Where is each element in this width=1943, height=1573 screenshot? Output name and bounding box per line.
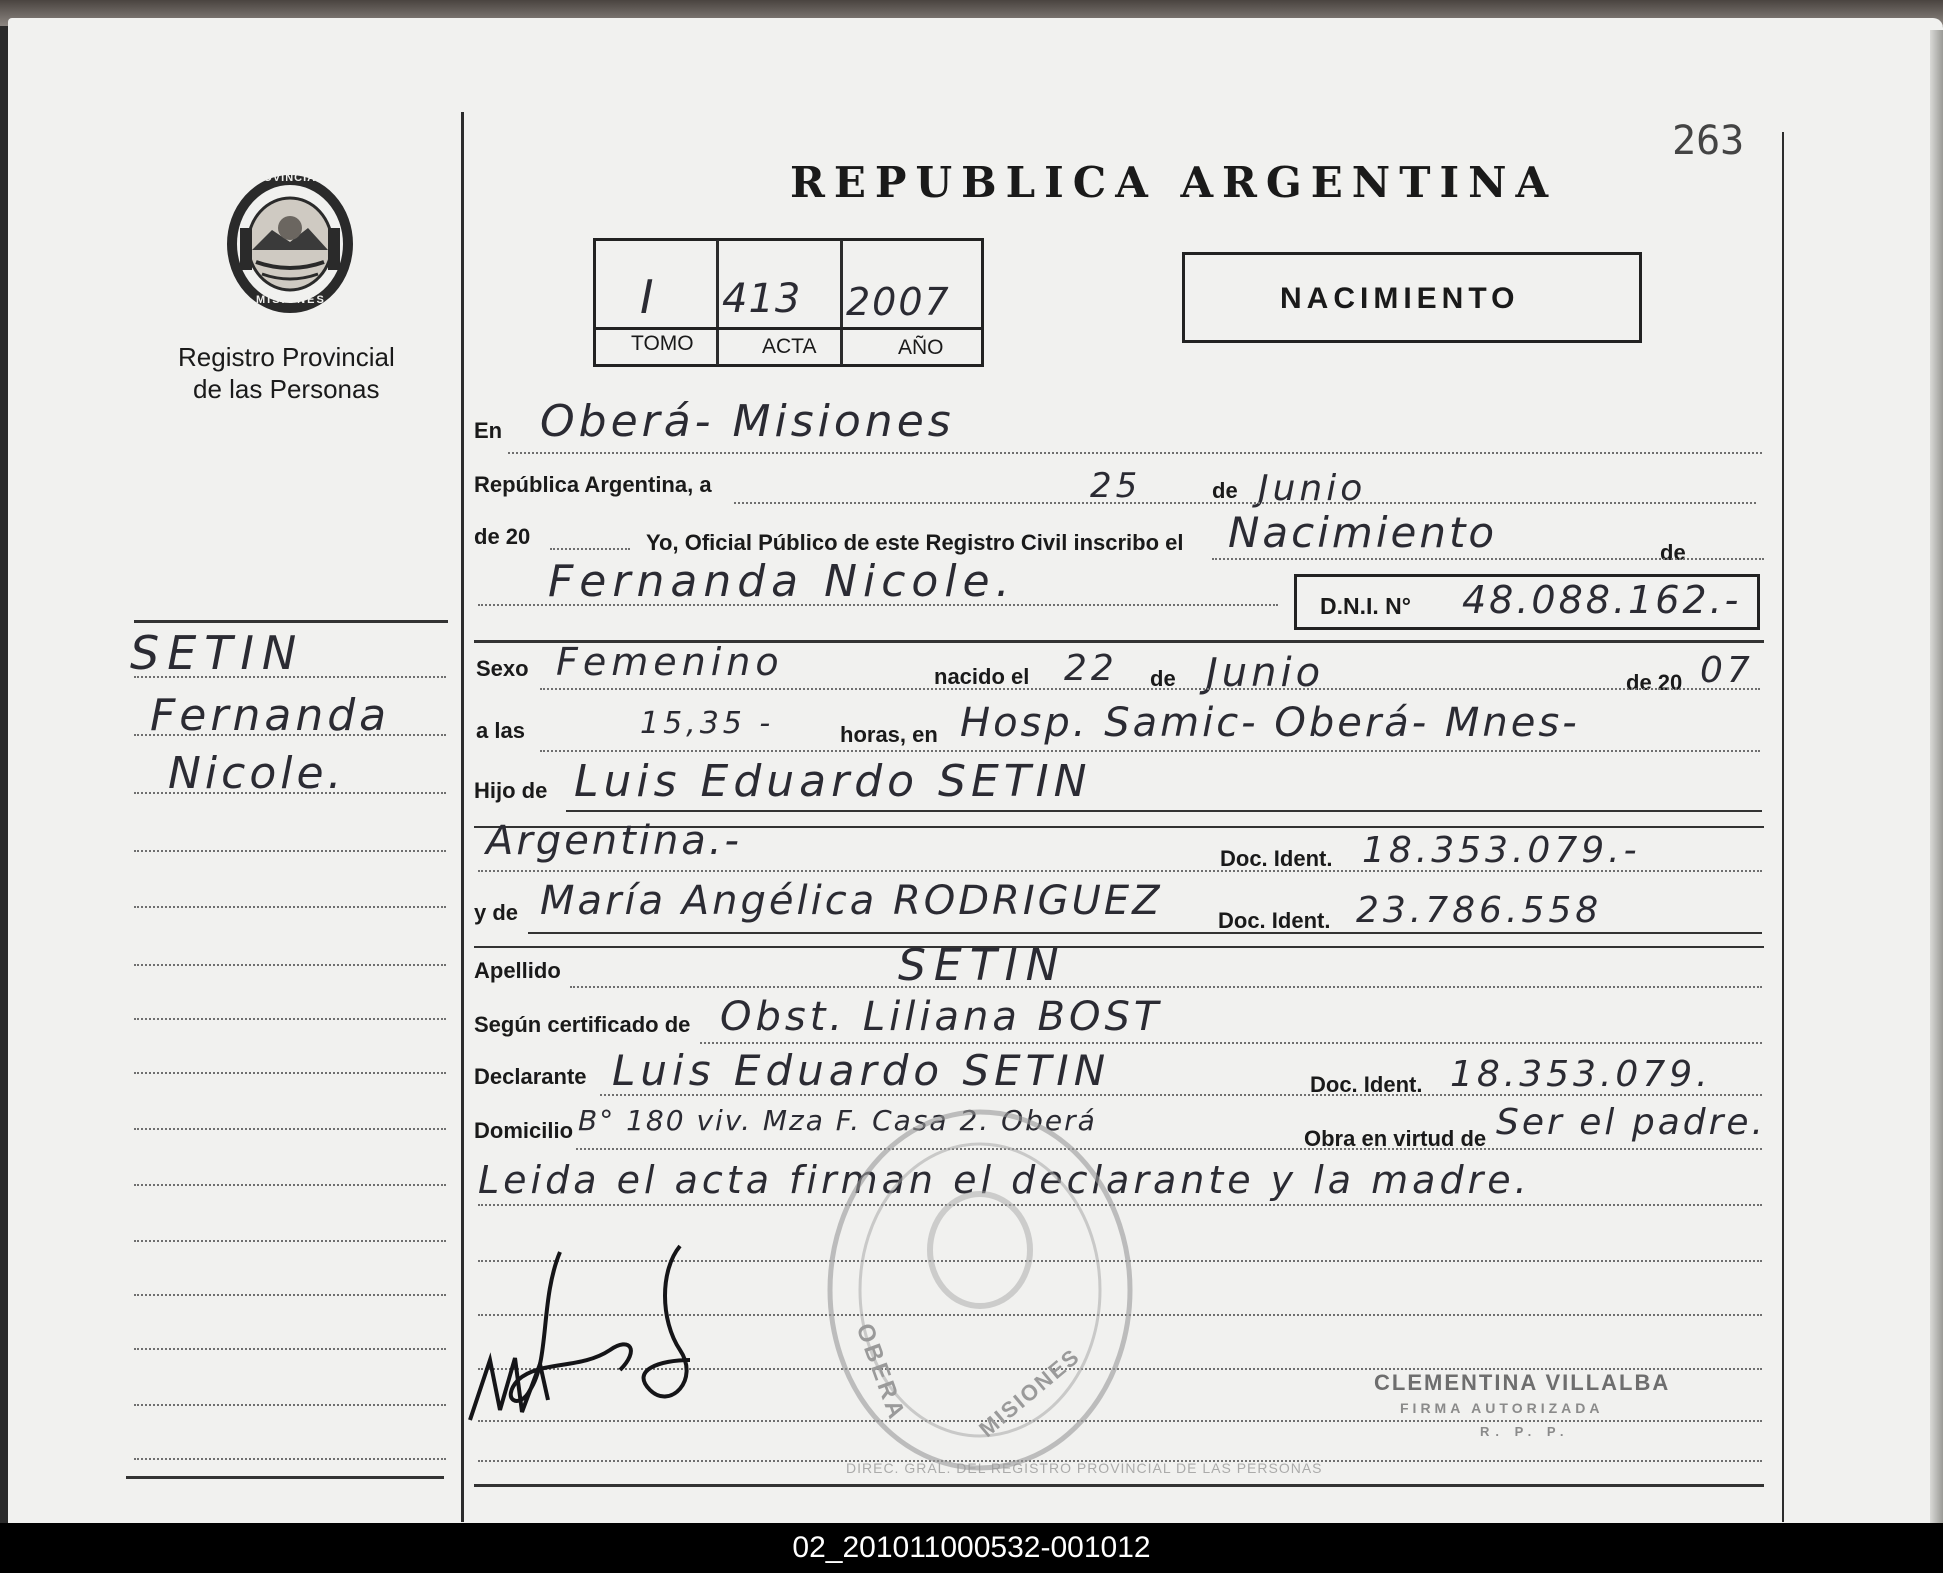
registry-name-line2: de las Personas (193, 374, 380, 404)
acto-value: Nacimiento (1228, 508, 1498, 557)
margin-ruled-line (134, 792, 446, 794)
hora-value: 15,35 - (640, 706, 775, 741)
yde-label: y de (474, 900, 519, 925)
stamp-line1: CLEMENTINA VILLALBA (1374, 1370, 1671, 1395)
margin-top-rule (134, 620, 448, 623)
oval-seal-center: OBERA (850, 1320, 911, 1425)
margin-ruled-line (134, 964, 446, 966)
alas-line (540, 750, 1760, 752)
oval-seal-bottom: MISIONES (974, 1343, 1085, 1442)
de20-line (550, 548, 630, 550)
nacido-mes: Junio (1206, 650, 1325, 696)
apellido-line (570, 986, 1762, 988)
padre-value: Luis Eduardo SETIN (574, 756, 1092, 807)
table-divider (840, 240, 843, 365)
republica-label: República Argentina, a (474, 472, 712, 497)
padre-nac-value: Argentina.- (486, 818, 742, 864)
certificado-line (700, 1042, 1762, 1044)
page-number: 263 (1672, 118, 1745, 164)
margin-ruled-line (134, 734, 446, 736)
dia-value: 25 (1090, 466, 1142, 506)
acta-value: 413 (722, 276, 802, 322)
en-label: En (474, 418, 503, 443)
page-stack-edge (1930, 30, 1943, 1525)
margin-ruled-line (134, 1404, 446, 1406)
acta-label: ACTA (762, 335, 817, 358)
en-value: Oberá- Misiones (540, 396, 955, 447)
declarante-line (600, 1094, 1762, 1096)
alas-label: a las (476, 718, 525, 743)
declarante-label: Declarante (474, 1064, 587, 1089)
certificado-label: Según certificado de (474, 1012, 691, 1037)
dni-label: D.N.I. N° (1320, 593, 1411, 619)
lugar-value: Hosp. Samic- Oberá- Mnes- (960, 700, 1580, 746)
table-divider (716, 240, 719, 365)
domicilio-value: B° 180 viv. Mza F. Casa 2. Oberá (578, 1104, 1097, 1137)
seal-text-bottom: MISIONES (256, 294, 326, 306)
file-caption-bar (0, 1523, 1943, 1573)
horas-en-label: horas, en (840, 722, 938, 747)
sexo-label: Sexo (476, 656, 529, 681)
apellido-value: SETIN (898, 940, 1067, 991)
margin-ruled-line (134, 1348, 446, 1350)
margin-ruled-line (134, 1184, 446, 1186)
obra-value: Ser el padre. (1496, 1102, 1766, 1143)
sexo-value: Femenino (556, 640, 784, 684)
de-label2: de (1660, 540, 1686, 565)
certificado-value: Obst. Liliana BOST (720, 994, 1163, 1040)
margin-ruled-line (134, 1294, 446, 1296)
padre-doc: 18.353.079.- (1362, 830, 1641, 871)
declarante-doc: 18.353.079. (1450, 1054, 1712, 1095)
nacido-dia: 22 (1064, 648, 1118, 689)
en-line (508, 452, 1762, 454)
tomo-value: I (640, 270, 658, 324)
nombre-value: Fernanda Nicole. (548, 556, 1016, 607)
margin-ruled-line (134, 1018, 446, 1020)
domicilio-line (576, 1148, 1762, 1150)
doc-ident-label3: Doc. Ident. (1310, 1072, 1423, 1097)
margin-bottom-rule (126, 1476, 444, 1479)
apellido-label: Apellido (474, 958, 561, 983)
seal-text-top: PROVINCIA DE (246, 172, 338, 184)
oficial-text: Yo, Oficial Público de este Registro Civil inscribo el (646, 530, 1184, 555)
margin-ruled-line (134, 676, 446, 678)
oval-seal-ring: DIREC. GRAL. DEL REGISTRO PROVINCIAL DE LAS PERSONAS (846, 1460, 1323, 1476)
margin-ruled-line (134, 850, 446, 852)
margin-middle-name: Nicole. (168, 748, 346, 799)
hijo-label: Hijo de (474, 778, 548, 803)
doc-ident-label2: Doc. Ident. (1218, 908, 1331, 933)
de20-label: de 20 (474, 524, 531, 549)
margin-first-name: Fernanda (150, 690, 391, 741)
madre-doc: 23.786.558 (1356, 890, 1603, 931)
right-margin-line (1782, 132, 1784, 1522)
nombre-line (478, 604, 1278, 606)
doc-ident-label: Doc. Ident. (1220, 846, 1333, 871)
margin-ruled-line (134, 1128, 446, 1130)
de20-label2: de 20 (1626, 670, 1683, 695)
anio-label: AÑO (898, 336, 944, 359)
padre-nac-line (478, 870, 1762, 872)
margin-ruled-line (134, 1240, 446, 1242)
record-type: NACIMIENTO (1280, 282, 1520, 315)
nacido-label: nacido el (934, 664, 1030, 689)
table-row-divider (596, 327, 981, 330)
declarante-value: Luis Eduardo SETIN (612, 1046, 1111, 1095)
bottom-rule (474, 1484, 1764, 1487)
margin-surname: SETIN (130, 626, 305, 680)
sexo-line (540, 688, 1760, 690)
fecha-line (734, 502, 1756, 504)
margin-ruled-line (134, 1458, 446, 1460)
obra-label: Obra en virtud de (1304, 1126, 1487, 1151)
hijo-line (566, 810, 1762, 812)
country-title: REPUBLICA ARGENTINA (790, 158, 1558, 207)
domicilio-label: Domicilio (474, 1118, 574, 1143)
margin-ruled-line (134, 1072, 446, 1074)
file-caption: 02_201011000532-001012 (792, 1531, 1151, 1564)
acto-line (1212, 558, 1764, 560)
nacido-anio: 07 (1700, 650, 1754, 691)
declarant-signature (460, 1240, 730, 1440)
de-label: de (1212, 478, 1238, 503)
stamp-line2: FIRMA AUTORIZADA (1400, 1400, 1604, 1416)
margin-ruled-line (134, 906, 446, 908)
madre-value: María Angélica RODRIGUEZ (540, 878, 1163, 924)
mes-value: Junio (1258, 468, 1367, 509)
anio-value: 2007 (846, 280, 951, 324)
section-rule-3 (474, 946, 1764, 948)
de-label3: de (1150, 666, 1176, 691)
dni-value: 48.088.162.- (1462, 578, 1742, 622)
registry-name-line1: Registro Provincial (178, 342, 395, 372)
madre-line (528, 932, 1762, 934)
leida-value: Leida el acta firman el declarante y la madre. (478, 1158, 1531, 1202)
stamp-line3: R. P. P. (1480, 1424, 1570, 1439)
tomo-label: TOMO (631, 332, 694, 355)
